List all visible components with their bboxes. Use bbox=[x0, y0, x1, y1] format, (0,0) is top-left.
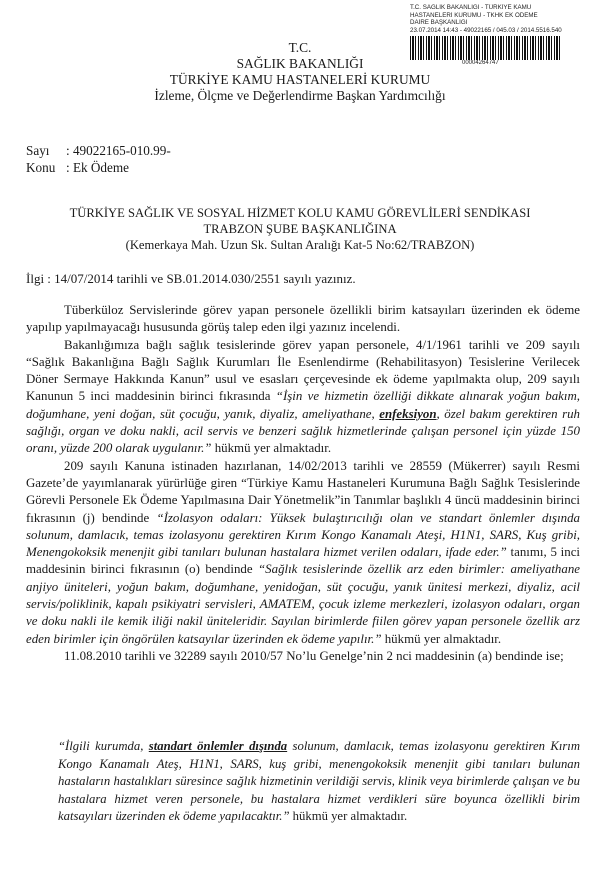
p3-text-c: hükmü yer almaktadır. bbox=[381, 631, 502, 646]
paragraph-1: Tüberküloz Servislerinde görev yapan personele özellikli birim katsayıları üzerinden ek ödeme yapılıp yapılmayacağı hususunda görüş talep eden ilgi yazınız incelendi. bbox=[26, 303, 580, 335]
sayi-label: Sayı bbox=[26, 143, 50, 158]
stamp-line-4: 23.07.2014 14:43 - 49022165 / 045.03 / 2014.5516.540 bbox=[410, 26, 562, 34]
recipient-line-1: TÜRKİYE SAĞLIK VE SOSYAL HİZMET KOLU KAMU GÖREVLİLERİ SENDİKASI bbox=[69, 206, 531, 220]
quote-text-a: “İlgili kurumda, bbox=[58, 739, 149, 753]
p3-quote-b: “Sağlık tesislerinde özellik arz eden birimler: ameliyathane anjiyo üniteleri, yoğun bakım, doğumhane, yenidoğan, süt çocuğu, yanık ünitesi merkezi, diyaliz, acil servis/poliklinik, kapalı psikiyatri servisleri, AMATEM, çocuk izleme merkezleri, izolasyon odaları, organ ve doku nakli ile kemik iliği nakil üniteleridir. Sayılan birimlerde fiilen görev yapan personele özellik arz eden birimler için öngörülen katsayılar üzerinden ek ödeme yapılır.” bbox=[26, 562, 580, 646]
header-institution: TÜRKİYE KAMU HASTANELERİ KURUMU bbox=[169, 72, 431, 87]
p3-text-b: tanımı, 5 inci maddesinin birinci fıkrasının (o) bendinde bbox=[26, 545, 580, 577]
reference-line: İlgi : 14/07/2014 tarihli ve SB.01.2014.030/2551 sayılı yazınız. bbox=[26, 271, 356, 286]
barcode-number: 00004264747 bbox=[462, 60, 499, 67]
stamp-line-1: T.C. SAĞLIK BAKANLIĞI - TÜRKİYE KAMU bbox=[410, 4, 532, 11]
recipient-line-2: TRABZON ŞUBE BAŞKANLIĞINA bbox=[203, 222, 397, 236]
konu-value: : Ek Ödeme bbox=[66, 160, 129, 175]
p2-quote-underlined: enfeksiyon bbox=[379, 406, 437, 421]
stamp-line-2: HASTANELERİ KURUMU - TKHK EK ÖDEME bbox=[410, 11, 538, 19]
konu-label: Konu bbox=[26, 160, 56, 175]
quote-text-b: solunum, damlacık, temas izolasyonu gerektiren Kırım Kongo Kanamalı Ateş, H1N1, SARS, kuş gribi, menengokoksik menenjit gibi tanıları bulunan hastaların hastalıkları süresince sağlık hizmetinin verildiği servis, klinik veya birimlerde çalışan ve bu hastalara hizmet veren personele, bu hastalara hizmet verdikleri süre boyunca özellikli birim katsayıları üzerinden ek ödeme yapılacaktır.” bbox=[58, 739, 580, 824]
letter-body bbox=[26, 302, 580, 665]
quoted-circular bbox=[58, 738, 580, 826]
p3-quote-a: “İzolasyon odaları: Yüksek bulaştırıcılığı olan ve standart önlemler dışında solunum, damlacık, temas izolasyonu gerektiren Kırım Kongo Kanamalı Ateşi, H1N1, SARS, Kuş gribi, Menengokoksik menenjit gibi tanıları bulunan hastalara hizmet verilen odaları, ifade eder.” bbox=[26, 510, 580, 560]
document-meta bbox=[26, 142, 171, 176]
p2-quote-a: “İşin ve hizmetin özelliği dikkate alınarak yoğun bakım, doğumhane, yeni doğan, süt çocuğu, yanık, diyaliz, ameliyathane, bbox=[26, 389, 580, 421]
recipient-line-3: (Kemerkaya Mah. Uzun Sk. Sultan Aralığı Kat-5 No:62/TRABZON) bbox=[125, 238, 475, 252]
header-tc: T.C. bbox=[288, 40, 312, 55]
sayi-value: : 49022165-010.99- bbox=[66, 143, 171, 158]
quote-underlined: standart önlemler dışında bbox=[148, 739, 288, 753]
paragraph-2 bbox=[26, 337, 580, 458]
paragraph-3 bbox=[26, 458, 580, 648]
p2-quote-b: , özel bakım gerektiren ruh sağlığı, organ ve doku nakli, acil servis ve benzeri sağlık hizmetlerinde çalışan personel için yüzde 150 oranı, yüzde 200 olarak uygulanır.” bbox=[26, 406, 580, 456]
header-ministry: SAĞLIK BAKANLIĞI bbox=[236, 56, 364, 71]
header-department: İzleme, Ölçme ve Değerlendirme Başkan Yardımcılığı bbox=[154, 88, 446, 103]
p2-text-b: hükmü yer almaktadır. bbox=[211, 441, 332, 456]
stamp-line-3: DAİRE BAŞKANLIĞI bbox=[410, 19, 468, 27]
paragraph-4: 11.08.2010 tarihli ve 32289 sayılı 2010/57 No’lu Genelge’nin 2 nci maddesinin (a) bendinde ise; bbox=[64, 648, 564, 663]
recipient-block bbox=[0, 205, 600, 253]
quote-tail: hükmü yer almaktadır. bbox=[289, 809, 408, 824]
p2-text-a: Bakanlığımıza bağlı sağlık tesislerinde görev yapan personele, 4/1/1961 tarihli ve 209 sayılı “Sağlık Bakanlığına Bağlı Sağlık Kurumları İle Esenlendirme (Rehabilitasyon) Tesislerine Verilecek Döner Sermaye Hakkında Kanun” usul ve esasları çerçevesinde ek ödeme yapılmakta olup, 209 sayılı Kanunun 5 inci maddesinin birinci fıkrasında bbox=[26, 337, 580, 404]
p3-text-a: 209 sayılı Kanuna istinaden hazırlanan, 14/02/2013 tarihli ve 28559 (Mükerrer) sayılı Resmi Gazete’de yayımlanarak yürürlüğe giren “Türkiye Kamu Hastaneleri Kurumuna Bağlı Sağlık Tesislerinde Görevli Personele Ek Ödeme Yapılmasına Dair Yönetmelik”in Tanımlar başlıklı 4 üncü maddesinin birinci fıkrasının (j) bendinde bbox=[26, 458, 580, 525]
letterhead bbox=[0, 40, 600, 104]
